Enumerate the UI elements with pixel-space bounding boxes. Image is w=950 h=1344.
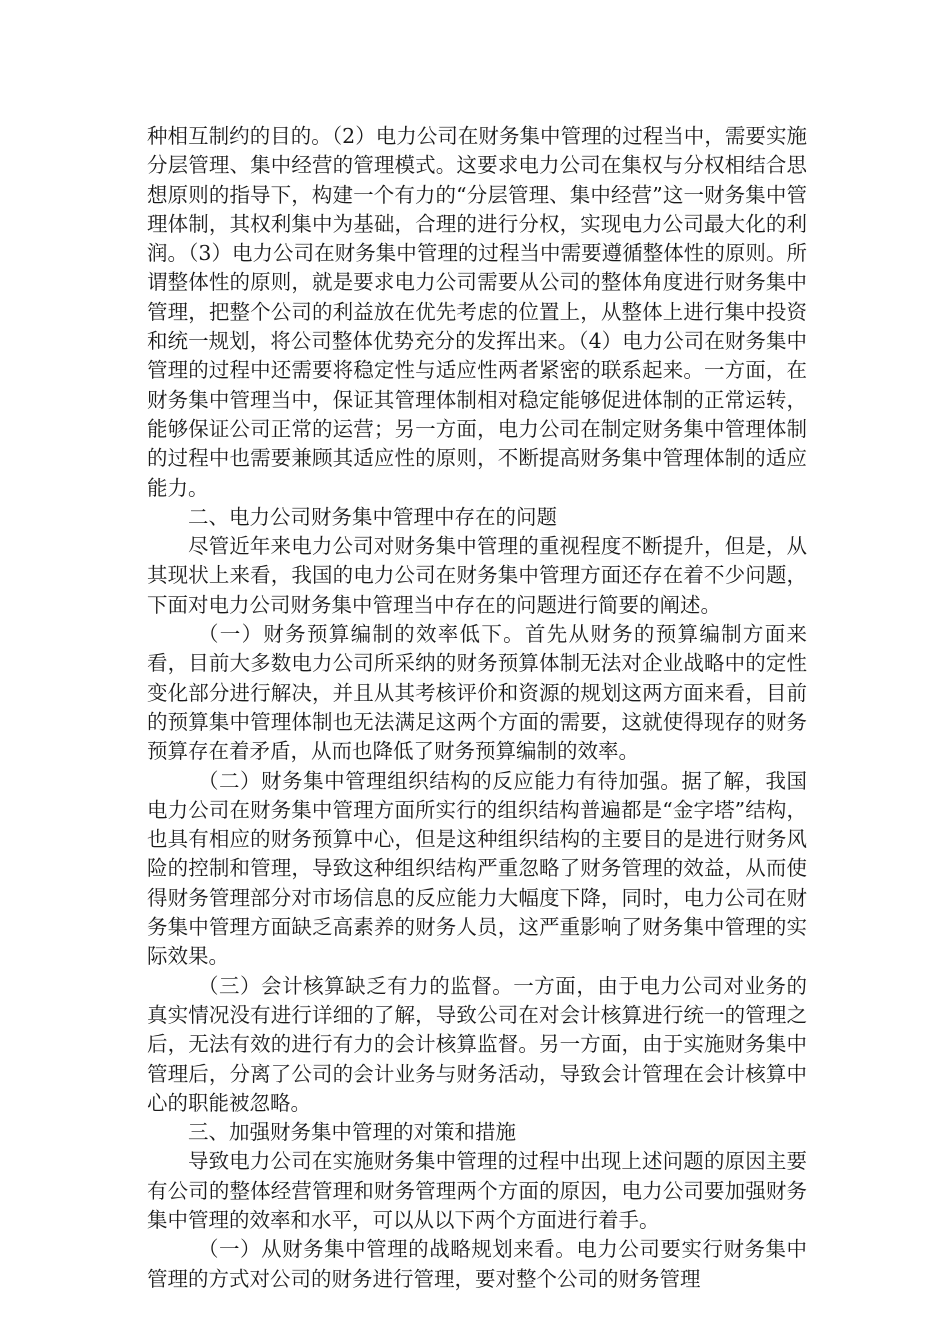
paragraph-measure-strategy: （一）从财务集中管理的战略规划来看。电力公司要实行财务集中管理的方式对公司的财务进行管理，要对整个公司的财务管理 (147, 1237, 807, 1291)
paragraph-problem-organization: （二）财务集中管理组织结构的反应能力有待加强。据了解，我国电力公司在财务集中管理方面所实行的组织结构普遍都是“金字塔”结构，也具有相应的财务预算中心，但是这种组织结构的主要目的是进行财务风险的控制和管理，导致这种组织结构严重忽略了财务管理的效益，从而使得财务管理部分对市场信息的反应能力大幅度下降，同时，电力公司在财务集中管理方面缺乏高素养的财务人员，这严重影响了财务集中管理的实际效果。 (147, 768, 807, 969)
paragraph-measures-intro: 导致电力公司在实施财务集中管理的过程中出现上述问题的原因主要有公司的整体经营管理和财务管理两个方面的原因，电力公司要加强财务集中管理的效率和水平，可以从以下两个方面进行着手。 (147, 1149, 807, 1232)
section-heading-problems: 二、电力公司财务集中管理中存在的问题 (188, 504, 557, 529)
document-body (147, 122, 807, 1294)
paragraph-principles-continued: 种相互制约的目的。（2）电力公司在财务集中管理的过程当中，需要实施分层管理、集中经营的管理模式。这要求电力公司在集权与分权相结合思想原则的指导下，构建一个有力的“分层管理、集中经营”这一财务集中管理体制，其权利集中为基础，合理的进行分权，实现电力公司最大化的利润。（3）电力公司在财务集中管理的过程当中需要遵循整体性的原则。所谓整体性的原则，就是要求电力公司需要从公司的整体角度进行财务集中管理，把整个公司的利益放在优先考虑的位置上，从整体上进行集中投资和统一规划，将公司整体优势充分的发挥出来。（4）电力公司在财务集中管理的过程中还需要将稳定性与适应性两者紧密的联系起来。一方面，在财务集中管理当中，保证其管理体制相对稳定能够促进体制的正常运转，能够保证公司正常的运营；另一方面，电力公司在制定财务集中管理体制的过程中也需要兼顾其适应性的原则，不断提高财务集中管理体制的适应能力。 (147, 124, 807, 500)
paragraph-problem-budget: （一）财务预算编制的效率低下。首先从财务的预算编制方面来看，目前大多数电力公司所采纳的财务预算体制无法对企业战略中的定性变化部分进行解决，并且从其考核评价和资源的规划这两方面来看，目前的预算集中管理体制也无法满足这两个方面的需要，这就使得现存的财务预算存在着矛盾，从而也降低了财务预算编制的效率。 (147, 622, 807, 764)
paragraph-problems-intro: 尽管近年来电力公司对财务集中管理的重视程度不断提升，但是，从其现状上来看，我国的电力公司在财务集中管理方面还存在着不少问题，下面对电力公司财务集中管理当中存在的问题进行简要的阐述。 (147, 534, 807, 617)
section-heading-measures: 三、加强财务集中管理的对策和措施 (188, 1120, 516, 1145)
paragraph-problem-accounting: （三）会计核算缺乏有力的监督。一方面，由于电力公司对业务的真实情况没有进行详细的了解，导致公司在对会计核算进行统一的管理之后，无法有效的进行有力的会计核算监督。另一方面，由于实施财务集中管理后，分离了公司的会计业务与财务活动，导致会计管理在会计核算中心的职能被忽略。 (147, 973, 807, 1115)
